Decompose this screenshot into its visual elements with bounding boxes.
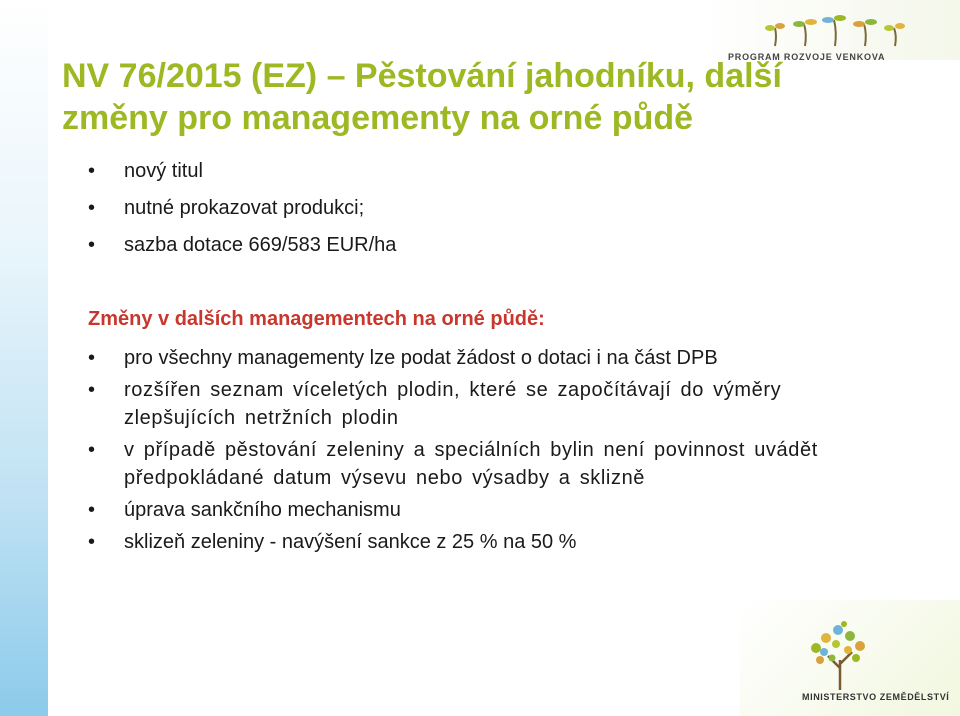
ministry-logo-text: MINISTERSTVO ZEMĚDĚLSTVÍ <box>802 692 950 702</box>
section-2-heading: Změny v dalších managementech na orné půdě: <box>88 308 545 330</box>
program-logo-text: PROGRAM ROZVOJE VENKOVA <box>728 52 886 62</box>
ministerstvo-zemedelstvi-logo <box>780 620 950 712</box>
list-item: • rozšířen seznam víceletých plodin, které se započítávají do výměry zlepšujících netržních plodin <box>88 376 878 432</box>
section-1-list <box>88 160 878 271</box>
slide-title <box>62 55 892 139</box>
list-item: • nový titul <box>88 160 878 183</box>
section-2-list <box>88 344 878 560</box>
list-item: • sazba dotace 669/583 EUR/ha <box>88 234 878 257</box>
slide-title-line-1: NV 76/2015 (EZ) – Pěstování jahodníku, další <box>62 57 782 95</box>
list-item: • úprava sankčního mechanismu <box>88 496 878 524</box>
list-item: • sklizeň zeleniny - navýšení sankce z 25 % na 50 % <box>88 528 878 556</box>
tree-logo-icon <box>780 620 950 692</box>
list-item: • pro všechny managementy lze podat žádost o dotaci i na část DPB <box>88 344 878 372</box>
slide-title-line-2: změny pro managementy na orné půdě <box>62 99 694 137</box>
left-decorative-band <box>0 0 48 716</box>
sprouts-logo-icon <box>720 6 930 52</box>
list-item: • v případě pěstování zeleniny a speciálních bylin není povinnost uvádět předpokládané datum výsevu nebo výsadby a sklizně <box>88 436 878 492</box>
list-item: • nutné prokazovat produkci; <box>88 197 878 220</box>
